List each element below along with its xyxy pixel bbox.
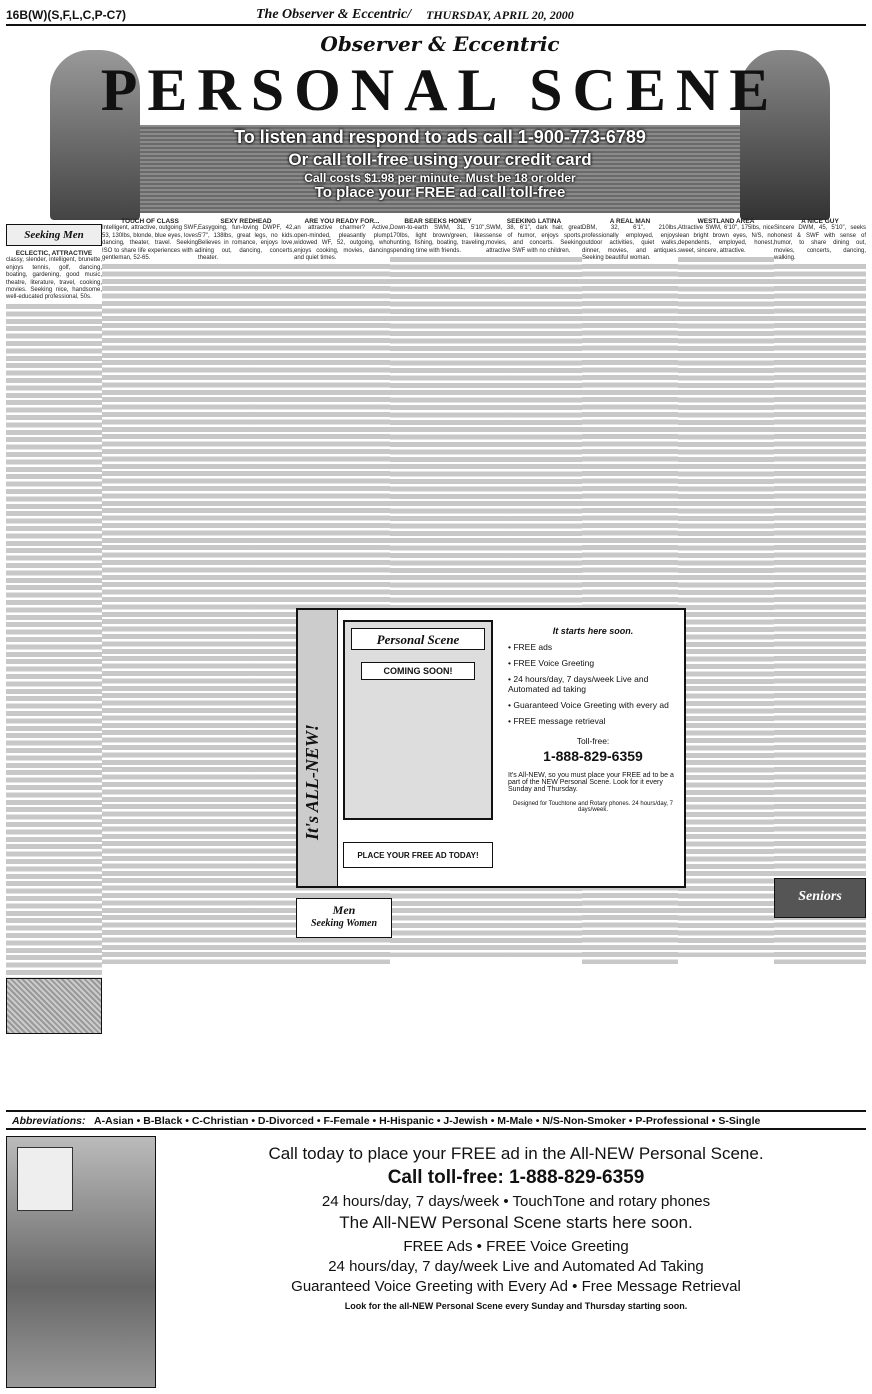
promo-panel (343, 620, 493, 820)
ad-text: Sincere DWM, 45, 5'10", seeks honest & SWF with sense of humor, to share dining out, movies, concerts, dancing, walking. (774, 225, 866, 262)
column-2 (102, 218, 198, 1106)
ad-heading: A NICE GUY (801, 218, 839, 225)
ad-heading: ARE YOU READY FOR... (304, 218, 380, 225)
voice-greeting-line: Guaranteed Voice Greeting with Every Ad • Free Message Retrieval (291, 1278, 741, 1295)
promo-tollfree-label: Toll-free: (576, 736, 610, 746)
promo-bullet: • 24 hours/day, 7 days/week Live and Automated ad taking (508, 674, 649, 694)
ad-text: Attractive SWM, 6'10", 175lbs, nice lean bright brown eyes, N/S, no dependents, employed, honest, sweet, sincere, attractive. (678, 225, 774, 254)
ad-listings (6, 304, 102, 1004)
promo-bullet: • FREE message retrieval (508, 716, 606, 726)
promo-panel-title: Personal Scene (351, 628, 485, 650)
promo-blurb: It's All-NEW, so you must place your FREE ad to be a part of the NEW Personal Scene. Look for it every Sunday and Thursday. (508, 772, 674, 793)
promo-coming-soon: COMING SOON! (361, 662, 475, 680)
page-title: PERSONAL SCENE (100, 57, 780, 123)
promo-sidebar-text: It's ALL-NEW! (302, 724, 322, 840)
promo-details (508, 620, 678, 880)
column-9 (774, 218, 866, 1106)
promo-fine-print: Designed for Touchtone and Rotary phones. 24 hours/day, 7 days/week. (513, 801, 673, 813)
tollfree-line: Call toll-free: 1-888-829-6359 (387, 1167, 645, 1188)
promo-sidebar (298, 610, 338, 886)
ad-listings (198, 264, 294, 964)
ad-text: classy, slender, intelligent, brunette, enjoys tennis, golf, dancing, boating, gardening, good music, theatre, literature, travel, cooking, movies. Seeking nice, handsome, well-educated professional, 50s. (6, 257, 102, 301)
abbreviations-bar (6, 1110, 866, 1130)
look-for-line: Look for the all-NEW Personal Scene every Sunday and Thursday starting soon. (344, 1301, 688, 1311)
bottom-advertisement (6, 1136, 866, 1388)
seeking-women-label: Seeking Women (310, 918, 378, 929)
section-tag-men-seeking-women (296, 898, 392, 938)
men-label: Men (332, 903, 356, 917)
issue-date: THURSDAY, APRIL 20, 2000 (426, 8, 574, 22)
promo-bullet: • FREE Voice Greeting (508, 658, 595, 668)
ad-listings (102, 264, 198, 964)
abbreviations-label: Abbreviations: (12, 1115, 86, 1127)
ad-text: Easygoing, fun-loving DWPF, 42, 5'7", 138lbs, great legs, no kids. Believes in romance, enjoys love, dining out, dancing, concerts, theater. (198, 225, 294, 262)
paper-name: The Observer & Eccentric/ (256, 7, 412, 22)
column-1 (6, 218, 102, 1106)
ad-text: Down-to-earth SWM, 31, 5'10", 170lbs, light brown/green, likes hunting, fishing, boating, traveling, spending time with friends. (390, 225, 486, 254)
bottom-ad-text (166, 1136, 866, 1388)
ad-text: SWM, 38, 6'1", dark hair, great sense of humor, enjoys sports, movies, and concerts. Seeking attractive SWF with no children. (486, 225, 582, 254)
classified-columns (6, 218, 866, 1106)
ad-heading: BEAR SEEKS HONEY (404, 218, 472, 225)
tagline-credit-card: Or call toll-free using your credit card (288, 150, 592, 169)
promo-bullet: • Guaranteed Voice Greeting with every ad (508, 700, 669, 710)
ad-heading: WESTLAND AREA (697, 218, 755, 225)
decorative-photo-box (6, 978, 102, 1034)
ad-heading: ECLECTIC, ATTRACTIVE (15, 250, 93, 257)
section-tag-seeking-men: Seeking Men (6, 224, 102, 246)
abbreviations-list: A-Asian • B-Black • C-Christian • D-Divorced • F-Female • H-Hispanic • J-Jewish • M-Male • N/S-Non-Smoker • P-Professional • S-Single (94, 1115, 761, 1127)
ad-text: DBM, 32, 6'1", 210lbs, professionally employed, enjoys outdoor activities, quiet walks, dinner, movies, and antiques. Seeking beautiful woman. (582, 225, 678, 262)
section-code: 16B(W)(S,F,L,C,P-C7) (6, 8, 126, 22)
ad-text: an attractive charmer? Active, open-minded, pleasantly plump widowed WF, 52, outgoing, who enjoys cooking, movies, dancing and quiet times. (294, 225, 390, 262)
ad-heading: TOUCH OF CLASS (121, 218, 179, 225)
inset-photo (17, 1147, 73, 1211)
ad-text: Intelligent, attractive, outgoing SWF, 53, 130lbs, blonde, blue eyes, loves dancing, theater, travel. Seeking ISO to share life experiences with a gentleman, 52-65. (102, 225, 198, 262)
call-today-line: Call today to place your FREE ad in the All-NEW Personal Scene. (268, 1144, 764, 1163)
promo-bullet: • FREE ads (508, 642, 553, 652)
hours-line: 24 hours/day, 7 days/week • TouchTone and rotary phones (321, 1193, 711, 1210)
tagline-listen: To listen and respond to ads call 1-900-773-6789 (234, 127, 646, 147)
page-header (6, 4, 866, 26)
promo-starts: It starts here soon. (552, 626, 634, 636)
brand-logo: Observer & Eccentric (320, 32, 560, 56)
promo-place-ad: PLACE YOUR FREE AD TODAY! (343, 842, 493, 868)
column-8 (678, 218, 774, 1106)
starts-soon-line: The All-NEW Personal Scene starts here soon. (339, 1213, 693, 1232)
promo-box (296, 608, 686, 888)
masthead (40, 30, 840, 210)
ad-taking-line: 24 hours/day, 7 day/week Live and Automated Ad Taking (328, 1258, 704, 1275)
free-ads-line: FREE Ads • FREE Voice Greeting (403, 1238, 629, 1255)
ad-heading: SEEKING LATINA (506, 218, 562, 225)
tagline-place-ad: To place your FREE ad call toll-free (314, 184, 566, 201)
ad-heading: SEXY REDHEAD (220, 218, 272, 225)
column-3 (198, 218, 294, 1106)
couple-photo (6, 1136, 156, 1388)
ad-heading: A REAL MAN (609, 218, 651, 225)
promo-phone: 1-888-829-6359 (543, 748, 643, 764)
tagline-cost: Call costs $1.98 per minute. Must be 18 or older (304, 171, 576, 185)
section-tag-seniors: Seniors (774, 878, 866, 918)
ad-listings (774, 264, 866, 964)
ad-listings (678, 257, 774, 957)
